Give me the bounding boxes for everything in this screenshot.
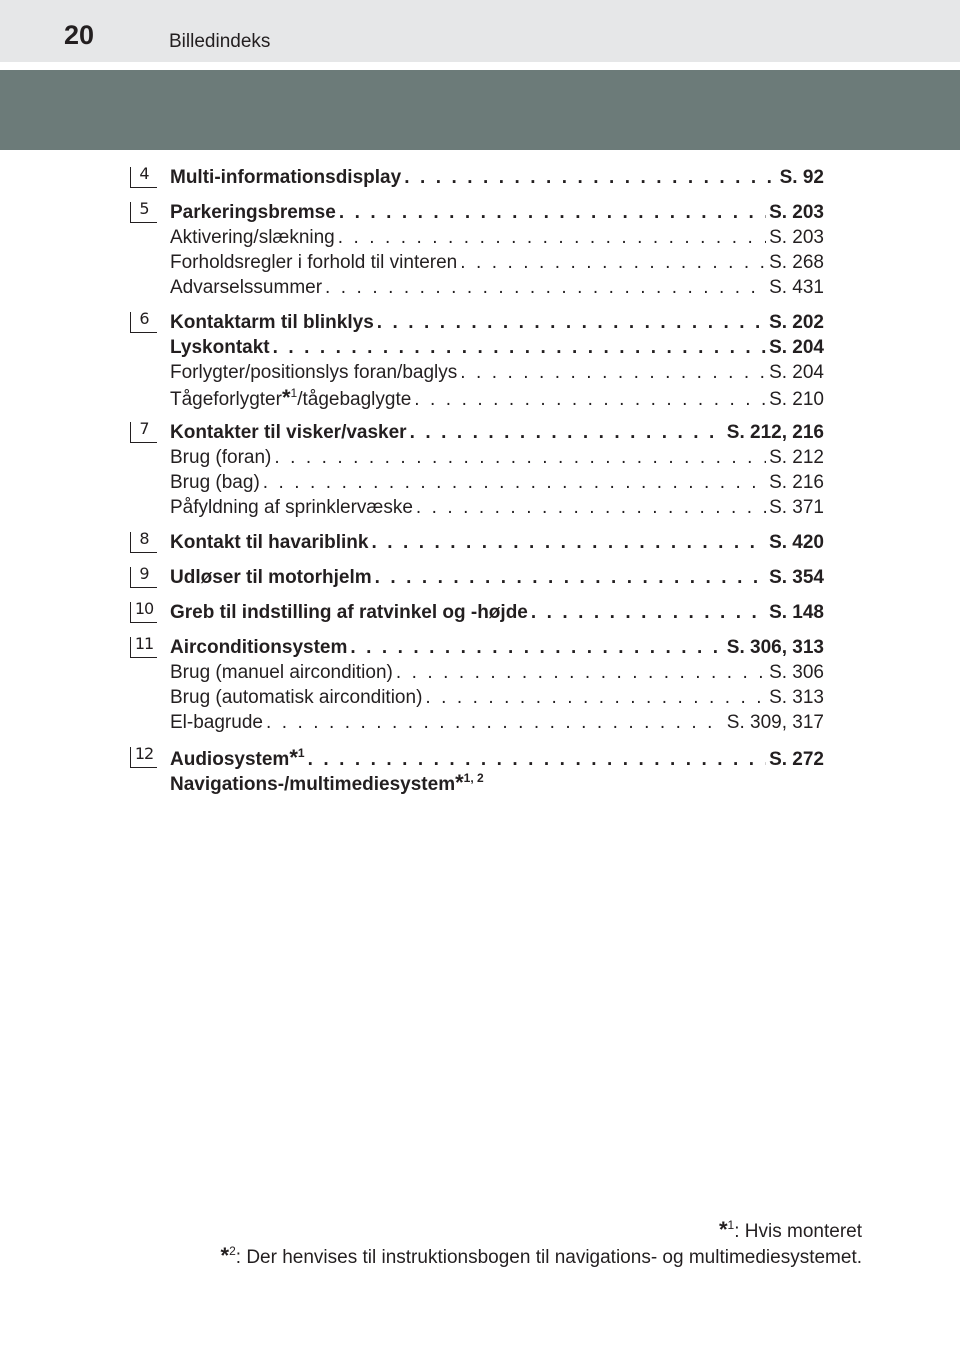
dot-leader	[416, 495, 766, 520]
index-subentry	[130, 360, 824, 385]
index-group	[130, 600, 824, 625]
callout-number: 12	[134, 744, 154, 763]
page-reference: S. 313	[769, 687, 824, 708]
footnote-asterisk: *	[289, 745, 298, 770]
entry-label	[170, 360, 457, 385]
callout-number: 9	[139, 564, 149, 583]
page-reference: S. 306	[769, 662, 824, 683]
footnote-mark: 1	[727, 1218, 735, 1232]
entry-label	[170, 165, 401, 190]
entry-label	[170, 225, 335, 250]
index-subentry	[130, 445, 824, 470]
callout-number: 10	[134, 599, 154, 618]
footnote	[221, 1244, 862, 1270]
index-entry	[130, 530, 824, 555]
callout-number-marker	[130, 164, 158, 189]
entry-text: Forlygter/positionslys foran/baglys	[170, 362, 458, 383]
index-entry	[130, 770, 824, 795]
entry-label	[170, 745, 305, 772]
dot-leader	[350, 635, 723, 660]
dot-leader	[266, 710, 724, 735]
entry-text: Brug (automatisk aircondition)	[170, 687, 423, 708]
index-entry	[130, 310, 824, 335]
footnote-asterisk: *	[718, 1217, 728, 1242]
footnote-text: : Hvis monteret	[734, 1221, 862, 1242]
footnote-asterisk: *	[220, 1243, 230, 1268]
page-reference: S. 92	[779, 167, 824, 188]
dot-leader	[339, 200, 766, 225]
callout-number: 7	[139, 419, 149, 438]
callout-number-marker	[130, 564, 158, 589]
dot-leader	[371, 530, 766, 555]
entry-text: Audiosystem	[170, 749, 290, 770]
dot-leader	[531, 600, 766, 625]
callout-number: 11	[134, 634, 154, 653]
page-reference: S. 202	[769, 312, 824, 333]
index-subentry	[130, 495, 824, 520]
index-subentry	[130, 385, 824, 410]
index-group	[130, 565, 824, 590]
entry-label	[170, 530, 368, 555]
index-group	[130, 310, 824, 410]
index-group	[130, 420, 824, 520]
entry-text: Advarselssummer	[170, 277, 323, 298]
header-bar	[0, 0, 960, 62]
index-subentry	[130, 225, 824, 250]
entry-label	[170, 495, 413, 520]
index-subentry	[130, 470, 824, 495]
footnote-ref: 1	[297, 746, 305, 760]
entry-label	[170, 310, 374, 335]
picture-index-list	[130, 165, 824, 805]
dot-leader	[377, 310, 766, 335]
index-subentry	[130, 250, 824, 275]
dot-leader	[325, 275, 766, 300]
dot-leader	[425, 685, 766, 710]
entry-label	[170, 250, 457, 275]
entry-label	[170, 685, 422, 710]
page-reference: S. 204	[769, 362, 824, 383]
dot-leader	[404, 165, 776, 190]
page-title: Billedindeks	[169, 31, 271, 52]
callout-number-marker	[130, 199, 158, 224]
page-reference: S. 431	[769, 277, 824, 298]
footnote-mark: 2	[229, 1244, 236, 1258]
dot-leader	[414, 387, 766, 412]
page-reference: S. 420	[769, 532, 824, 553]
index-entry	[130, 335, 824, 360]
entry-label	[170, 660, 393, 685]
entry-label	[170, 770, 484, 797]
callout-number-marker	[130, 744, 158, 769]
entry-text: Brug (foran)	[170, 447, 272, 468]
entry-label	[170, 445, 271, 470]
entry-label	[170, 385, 411, 412]
entry-label	[170, 565, 372, 590]
index-group	[130, 530, 824, 555]
dot-leader	[308, 747, 767, 772]
page-reference: S. 204	[769, 337, 824, 358]
entry-text-continued: /tågebaglygte	[297, 389, 412, 410]
page-reference: S. 268	[769, 252, 824, 273]
callout-number-marker	[130, 599, 158, 624]
dot-leader	[263, 470, 766, 495]
callout-number-marker	[130, 309, 158, 334]
page-reference: S. 212	[769, 447, 824, 468]
entry-text: Tågeforlygter	[170, 389, 282, 410]
page-reference: S. 272	[769, 749, 824, 770]
page-number: 20	[64, 20, 95, 50]
index-group	[130, 745, 824, 795]
entry-label	[170, 635, 347, 660]
entry-label	[170, 420, 407, 445]
page-reference: S. 309, 317	[726, 712, 824, 733]
entry-label	[170, 200, 336, 225]
index-entry	[130, 420, 824, 445]
entry-text: Aktivering/slækning	[170, 227, 335, 248]
index-entry	[130, 200, 824, 225]
page-reference: S. 216	[769, 472, 824, 493]
entry-label	[170, 710, 263, 735]
index-entry	[130, 635, 824, 660]
page-reference: S. 210	[769, 389, 824, 410]
entry-label	[170, 600, 528, 625]
entry-label	[170, 470, 260, 495]
callout-number: 5	[139, 199, 149, 218]
index-entry	[130, 745, 824, 770]
callout-number: 8	[139, 529, 149, 548]
page-reference: S. 203	[769, 202, 824, 223]
entry-text: Kontakter til visker/vasker	[170, 422, 407, 443]
entry-text: Multi-informationsdisplay	[170, 167, 402, 188]
entry-text: Forholdsregler i forhold til vinteren	[170, 252, 458, 273]
entry-text: El-bagrude	[170, 712, 263, 733]
entry-text: Lyskontakt	[170, 337, 270, 358]
footnote-text: : Der henvises til instruktionsbogen til navigations- og multimediesystemet.	[235, 1247, 862, 1268]
footnote-asterisk: *	[455, 770, 464, 795]
index-subentry	[130, 710, 824, 735]
entry-text: Udløser til motorhjelm	[170, 567, 372, 588]
entry-text: Parkeringsbremse	[170, 202, 336, 223]
index-entry	[130, 165, 824, 190]
footnote	[221, 1218, 862, 1244]
page-reference: S. 148	[769, 602, 824, 623]
index-subentry	[130, 660, 824, 685]
page-reference: S. 212, 216	[726, 422, 824, 443]
entry-text: Kontaktarm til blinklys	[170, 312, 374, 333]
illustration-banner	[0, 70, 960, 150]
dot-leader	[410, 420, 724, 445]
dot-leader	[460, 250, 766, 275]
page-reference: S. 203	[769, 227, 824, 248]
entry-text: Påfyldning af sprinklervæske	[170, 497, 413, 518]
entry-text: Navigations-/multimediesystem	[170, 774, 456, 795]
entry-text: Kontakt til havariblink	[170, 532, 369, 553]
callout-number-marker	[130, 419, 158, 444]
index-group	[130, 635, 824, 735]
index-subentry	[130, 275, 824, 300]
index-entry	[130, 600, 824, 625]
callout-number-marker	[130, 529, 158, 554]
footnote-asterisk: *	[281, 385, 291, 410]
page-reference: S. 354	[769, 567, 824, 588]
entry-label	[170, 335, 270, 360]
dot-leader	[375, 565, 766, 590]
index-subentry	[130, 685, 824, 710]
entry-text: Brug (manuel aircondition)	[170, 662, 393, 683]
entry-label	[170, 275, 322, 300]
index-group	[130, 200, 824, 300]
callout-number: 4	[139, 164, 149, 183]
page-reference: S. 371	[769, 497, 824, 518]
entry-text: Greb til indstilling af ratvinkel og -højde	[170, 602, 528, 623]
index-group	[130, 165, 824, 190]
dot-leader	[274, 445, 766, 470]
callout-number-marker	[130, 634, 158, 659]
callout-number: 6	[139, 309, 149, 328]
footnotes	[221, 1218, 862, 1270]
entry-text: Brug (bag)	[170, 472, 260, 493]
dot-leader	[273, 335, 766, 360]
footnote-ref: 1, 2	[463, 771, 484, 785]
footnote-ref: 1	[290, 386, 298, 400]
index-entry	[130, 565, 824, 590]
entry-text: Airconditionsystem	[170, 637, 348, 658]
dot-leader	[396, 660, 766, 685]
dot-leader	[338, 225, 766, 250]
dot-leader	[460, 360, 766, 385]
page-reference: S. 306, 313	[726, 637, 824, 658]
